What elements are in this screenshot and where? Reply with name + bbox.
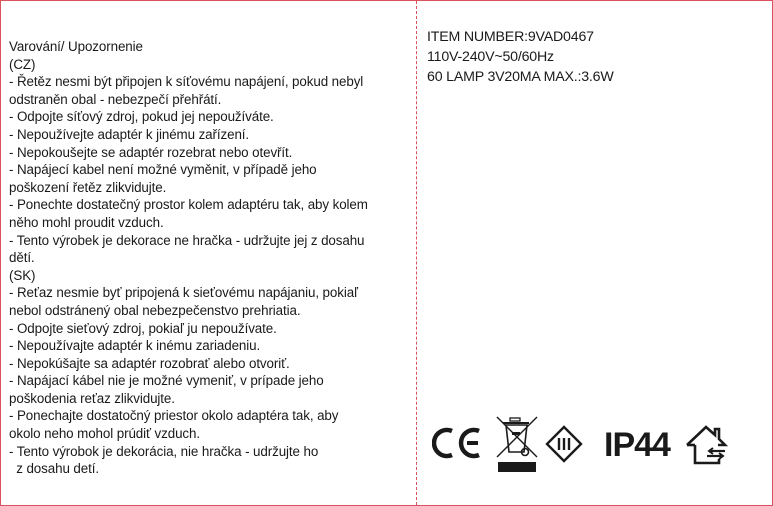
warning-line: (CZ)	[9, 56, 36, 72]
warning-line: - Nepokúšajte sa adaptér rozobrať alebo otvoriť.	[9, 355, 290, 371]
warning-line: - Tento výrobok je dekorácia, nie hračka - udržujte ho	[9, 443, 319, 459]
warning-line: z dosahu detí.	[9, 461, 99, 477]
warning-section	[9, 38, 419, 478]
warning-line: nebol odstránený obal nebezpečenstvo prehriatia.	[9, 302, 301, 318]
warning-line: - Řetěz nesmi být připojen k síťovému napájení, pokud nebyl	[9, 74, 364, 90]
warning-line: dětí.	[9, 250, 35, 266]
warning-line: - Nepokoušejte se adaptér rozebrat nebo otevřít.	[9, 144, 293, 160]
weee-crossed-bin-icon	[495, 414, 539, 474]
lamp-rating: 60 LAMP 3V20MA MAX.:3.6W	[427, 69, 614, 85]
warning-line: okolo neho mohol prúdiť vzduch.	[9, 426, 200, 442]
warning-line: - Nepoužívejte adaptér k jinému zařízení.	[9, 126, 250, 142]
ce-mark-icon	[432, 426, 484, 460]
warning-line: něho mohl proudit vzduch.	[9, 214, 164, 230]
ip-rating: IP44	[604, 426, 670, 464]
specs-section	[427, 27, 614, 87]
warning-line: - Napájecí kabel není možné vyměnit, v případě jeho	[9, 162, 317, 178]
warning-line: (SK)	[9, 267, 36, 283]
voltage-rating: 110V-240V~50/60Hz	[427, 49, 554, 65]
indoor-outdoor-house-icon	[685, 424, 729, 466]
warning-line: - Ponechajte dostatočný priestor okolo adaptéra tak, aby	[9, 408, 339, 424]
class-iii-diamond-icon	[545, 425, 583, 463]
warning-line: - Tento výrobek je dekorace ne hračka - udržujte jej z dosahu	[9, 232, 365, 248]
warning-line: poškodenia reťaz zlikvidujte.	[9, 390, 175, 406]
item-number: ITEM NUMBER:9VAD0467	[427, 29, 594, 45]
warning-title: Varování/ Upozornenie	[9, 39, 143, 54]
warning-line: - Reťaz nesmie byť pripojená k sieťovému napájaniu, pokiaľ	[9, 285, 358, 301]
warning-line: - Nepoužívajte adaptér k inému zariadeniu.	[9, 338, 261, 354]
warning-line: - Odpojte sieťový zdroj, pokiaľ ju nepoužívate.	[9, 320, 277, 336]
warning-line: odstraněn obal - nebezpečí přehřátí.	[9, 91, 222, 107]
warning-line: poškození řetěz zlikvidujte.	[9, 179, 167, 195]
warning-line: - Ponechte dostatečný prostor kolem adaptéru tak, aby kolem	[9, 197, 368, 213]
warning-line: - Odpojte síťový zdroj, pokud jej nepoužíváte.	[9, 109, 274, 125]
warning-line: - Napájací kábel nie je možné vymeniť, v prípade jeho	[9, 373, 324, 389]
